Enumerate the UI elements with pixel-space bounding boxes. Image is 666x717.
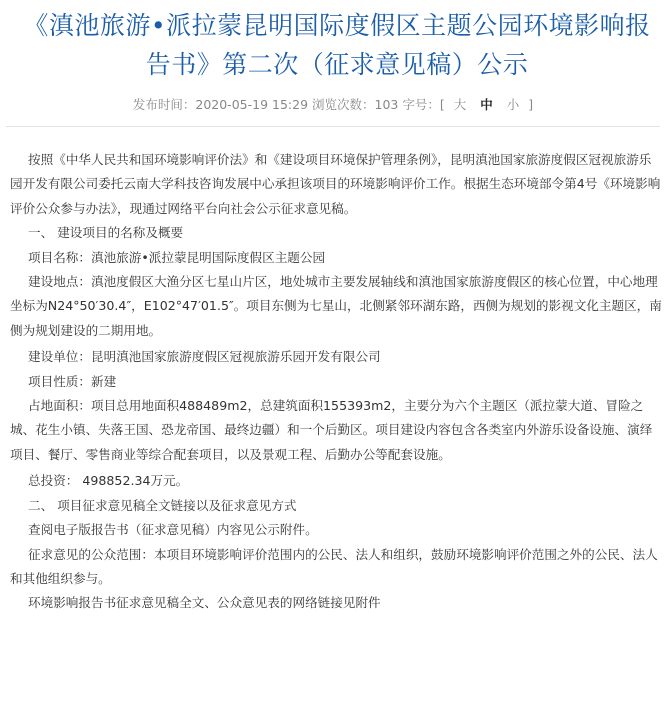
paragraph-investment: 总投资： 498852.34万元。 [28,473,189,489]
views-count: 103 [374,97,399,112]
font-size-medium-button[interactable]: 中 [480,97,493,112]
paragraph-intro: 按照《中华人民共和国环境影响评价法》和《建设项目环境保护管理条例》，昆明滇池国家旅游度假区冠视旅游乐园开发有限公司委托云南大学科技咨询发展中心承担该项目的环境影响评价工作。根据生态环境部令第4号《环境影响评价公众参与办法》，现通过网络平台向社会公示征求意见稿。 [10,152,661,216]
font-size-bracket-close: ] [528,97,534,112]
publish-time: 2020-05-19 15:29 [195,97,309,112]
paragraph-project-name: 项目名称：滇池旅游•派拉蒙昆明国际度假区主题公园 [28,249,326,265]
font-size-bracket-open: [ [439,97,445,112]
article-body [0,127,666,616]
section-heading-2: 二、 项目征求意见稿全文链接以及征求意见方式 [28,497,297,513]
views-label: 浏览次数： [312,97,375,112]
paragraph-area: 占地面积：项目总用地面积488489m2，总建筑面积155393m2，主要分为六个主题区（派拉蒙大道、冒险之城、花生小镇、失落王国、恐龙帝国、最终边疆）和一个后勤区。项目建设内容包含各类室内外游乐设备设施、演绎项目、餐厅、零售商业等综合配套项目，以及景观工程、后勤办公等配套设施。 [10,398,653,462]
section-heading-1: 一、 建设项目的名称及概要 [28,225,184,241]
paragraph-builder: 建设单位：昆明滇池国家旅游度假区冠视旅游乐园开发有限公司 [28,349,381,365]
article-title: 《滇池旅游•派拉蒙昆明国际度假区主题公园环境影响报告书》第二次（征求意见稿）公示 [23,11,651,79]
paragraph-review: 查阅电子版报告书（征求意见稿）内容见公示附件。 [28,522,318,538]
article-meta [0,96,666,114]
paragraph-nature: 项目性质：新建 [28,373,117,389]
paragraph-links: 环境影响报告书征求意见稿全文、公众意见表的网络链接见附件 [28,595,381,611]
font-size-large-button[interactable]: 大 [453,97,467,112]
publish-time-label: 发布时间： [132,97,196,112]
font-size-label: 字号： [402,97,440,112]
paragraph-location: 建设地点：滇池度假区大渔分区七星山片区，地处城市主要发展轴线和滇池国家旅游度假区的核心位置，中心地理坐标为N24°50′30.4″，E102°47′01.5″。项目东侧为七星山，北侧紧邻环湖东路，西侧为规划的影视文化主题区，南侧为规划建设的二期用地。 [10,274,662,338]
paragraph-public-scope: 征求意见的公众范围：本项目环境影响评价范围内的公民、法人和组织，鼓励环境影响评价范围之外的公民、法人和其他组织参与。 [10,546,658,586]
font-size-small-button[interactable]: 小 [506,97,520,112]
